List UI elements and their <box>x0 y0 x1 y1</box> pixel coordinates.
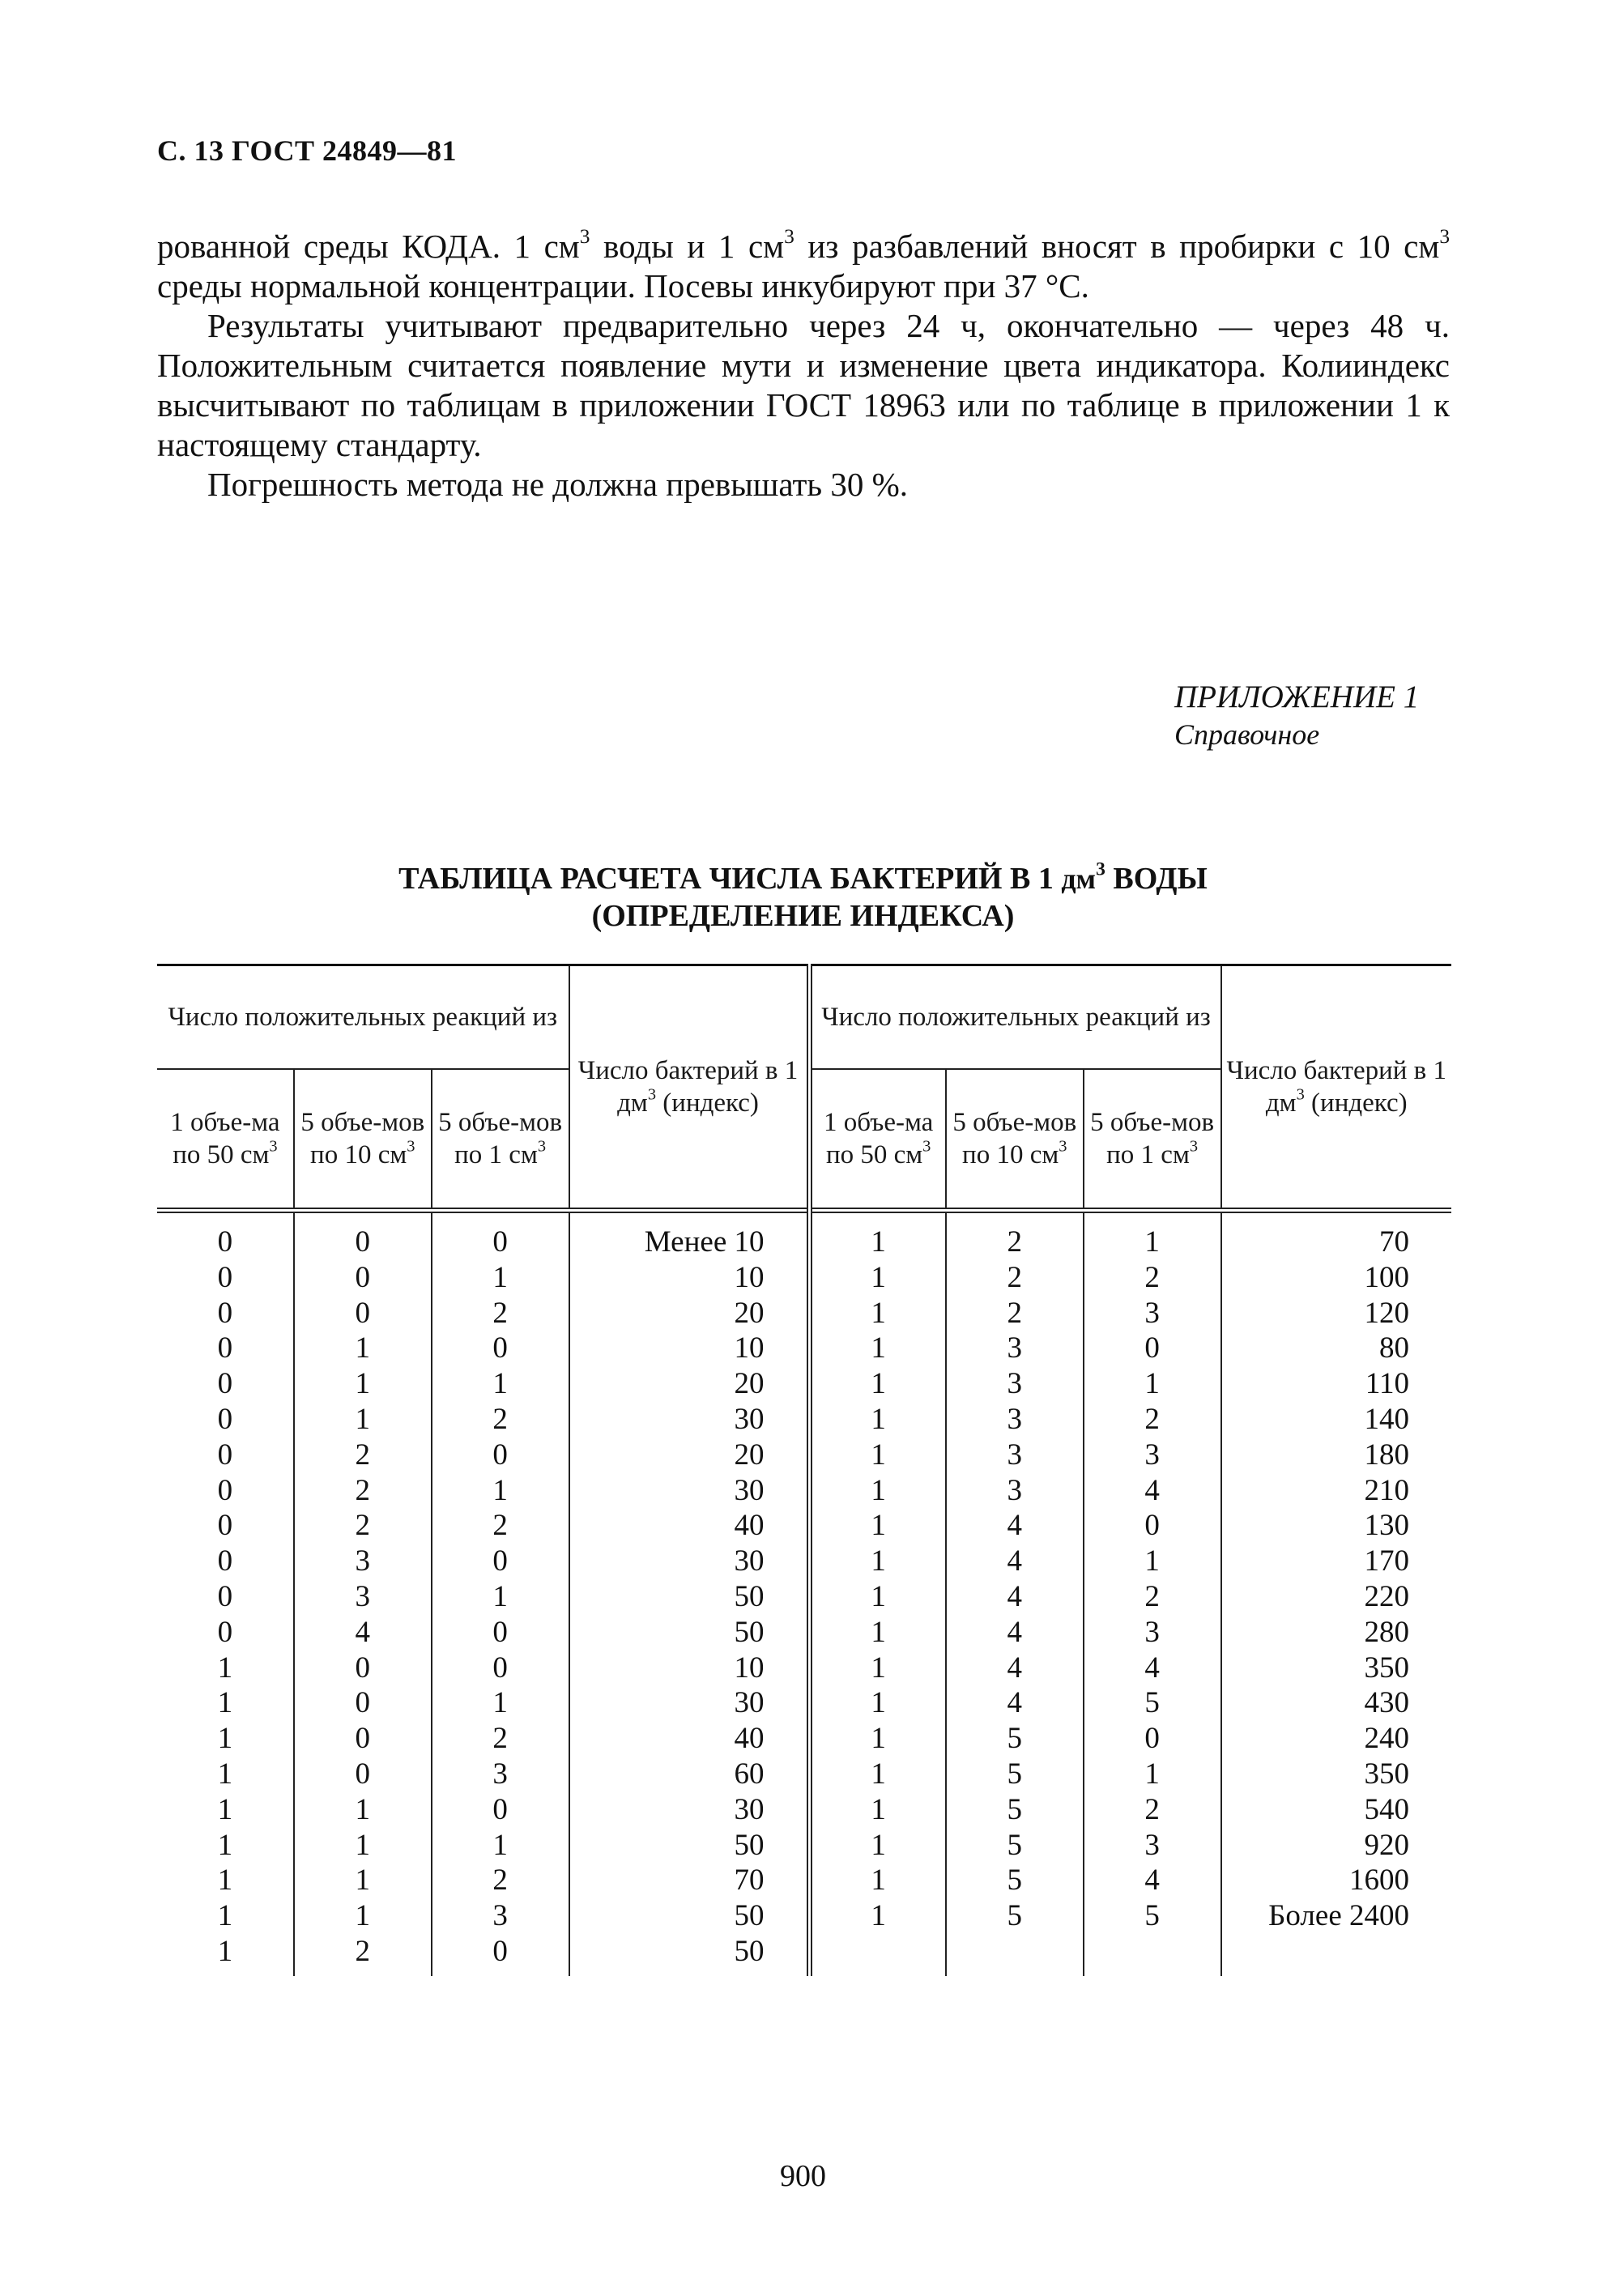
cell-right-1vol50: 1 <box>809 1402 946 1438</box>
cell-left-5vol10: 0 <box>294 1721 432 1757</box>
cell-right-5vol1: 0 <box>1084 1508 1221 1544</box>
header-col-1-volume-50: 1 объе-ма по 50 $см^3$ <box>170 1108 280 1169</box>
cell-right-1vol50: 1 <box>809 1828 946 1864</box>
cell-right-1vol50: 1 <box>809 1508 946 1544</box>
cell-right-index: 430 <box>1221 1685 1451 1721</box>
cell-right-1vol50: 1 <box>809 1685 946 1721</box>
cell-left-5vol10: 0 <box>294 1651 432 1686</box>
cell-right-index: 130 <box>1221 1508 1451 1544</box>
table-row <box>157 1296 1451 1331</box>
page-header: С. 13 ГОСТ 24849—81 <box>157 134 457 167</box>
header-col-5-volumes-1-right: 5 объе-мов по 1 $см^3$ <box>1084 1069 1221 1211</box>
cell-right-1vol50: 1 <box>809 1438 946 1473</box>
cell-left-1vol50: 0 <box>217 1438 233 1472</box>
cell-left-5vol1: 0 <box>432 1331 569 1366</box>
cell-left-5vol1: 2 <box>432 1402 569 1438</box>
cell-right-5vol10: 3 <box>946 1438 1084 1473</box>
cell-left-5vol10: 1 <box>294 1898 432 1934</box>
table-row <box>157 1898 1451 1934</box>
table-row <box>157 1863 1451 1898</box>
cell-left-index: 50 <box>569 1898 809 1934</box>
cell-left-index: 10 <box>569 1331 809 1366</box>
cell-right-5vol10: 4 <box>946 1544 1084 1579</box>
table-row <box>157 1579 1451 1615</box>
cell-right-5vol10: 5 <box>946 1898 1084 1934</box>
table-row <box>157 1828 1451 1864</box>
cell-left-5vol1: 1 <box>432 1473 569 1509</box>
cell-right-5vol1: 4 <box>1084 1863 1221 1898</box>
cell-right-5vol1: 2 <box>1084 1579 1221 1615</box>
cell-right-5vol10: 4 <box>946 1579 1084 1615</box>
cell-left-5vol10: 1 <box>294 1366 432 1402</box>
cell-right-index: Более 2400 <box>1221 1898 1451 1934</box>
cell-left-1vol50: 1 <box>217 1686 233 1720</box>
cell-left-index: 40 <box>569 1508 809 1544</box>
cell-left-5vol10: 0 <box>294 1260 432 1296</box>
cell-right-5vol10: 3 <box>946 1473 1084 1509</box>
cell-right-index: 220 <box>1221 1579 1451 1615</box>
cell-left-5vol10: 1 <box>294 1828 432 1864</box>
appendix-number: ПРИЛОЖЕНИЕ 1 <box>1174 679 1420 714</box>
table-row <box>157 1685 1451 1721</box>
cell-left-5vol1: 0 <box>432 1438 569 1473</box>
table-row <box>157 1544 1451 1579</box>
cell-right-5vol1: 2 <box>1084 1792 1221 1828</box>
cell-left-index: Менее 10 <box>569 1211 809 1260</box>
cell-left-index: 10 <box>569 1260 809 1296</box>
cell-left-1vol50: 1 <box>217 1651 233 1685</box>
cell-right-5vol1: 3 <box>1084 1828 1221 1864</box>
cell-left-1vol50: 0 <box>217 1579 233 1613</box>
cell-right-index: 170 <box>1221 1544 1451 1579</box>
cell-right-5vol10: 4 <box>946 1685 1084 1721</box>
paragraph-2: Результаты учитывают предварительно через 24 ч, окончательно — через 48 ч. Положительным считается появление мути и изменение цвета индикатора. Колииндекс высчитывают по таблицам в приложении ГОСТ 18963 или по таблице в приложении 1 к настоящему стандарту. <box>157 307 1450 463</box>
cell-right-5vol10: 5 <box>946 1863 1084 1898</box>
cell-right-5vol1: 1 <box>1084 1366 1221 1402</box>
cell-right-index: 180 <box>1221 1438 1451 1473</box>
cell-left-index: 70 <box>569 1863 809 1898</box>
table-row <box>157 1934 1451 1976</box>
table-row <box>157 1757 1451 1792</box>
cell-left-index: 50 <box>569 1615 809 1651</box>
table-row <box>157 1260 1451 1296</box>
cell-right-index: 120 <box>1221 1296 1451 1331</box>
cell-left-index: 60 <box>569 1757 809 1792</box>
cell-left-1vol50: 0 <box>217 1509 233 1543</box>
cell-left-1vol50: 0 <box>217 1296 233 1330</box>
cell-left-1vol50: 0 <box>157 1211 294 1260</box>
cell-left-index: 20 <box>569 1296 809 1331</box>
cell-left-5vol10: 3 <box>294 1579 432 1615</box>
cell-right-5vol1: 0 <box>1084 1721 1221 1757</box>
cell-left-5vol1: 3 <box>432 1898 569 1934</box>
cell-right-1vol50: 1 <box>809 1651 946 1686</box>
cell-left-5vol10: 2 <box>294 1438 432 1473</box>
cell-right-5vol1: 1 <box>1084 1544 1221 1579</box>
cell-right-5vol1 <box>1084 1934 1221 1976</box>
header-group-right: Число положительных реакций из <box>809 965 1221 1070</box>
cell-right-5vol1: 3 <box>1084 1438 1221 1473</box>
cell-right-5vol1: 1 <box>1084 1757 1221 1792</box>
cell-right-index: 1600 <box>1221 1863 1451 1898</box>
cell-left-1vol50: 1 <box>217 1934 233 1968</box>
index-table <box>157 964 1451 1976</box>
cell-left-5vol1: 3 <box>432 1757 569 1792</box>
cell-left-index: 50 <box>569 1828 809 1864</box>
cell-left-5vol10: 1 <box>294 1402 432 1438</box>
cell-right-5vol10 <box>946 1934 1084 1976</box>
cell-right-1vol50: 1 <box>809 1331 946 1366</box>
cell-right-1vol50: 1 <box>809 1211 946 1260</box>
cell-right-1vol50: 1 <box>809 1898 946 1934</box>
cell-right-5vol10: 4 <box>946 1651 1084 1686</box>
body-text <box>157 227 1450 505</box>
table-row <box>157 1438 1451 1473</box>
cell-right-index: 80 <box>1221 1331 1451 1366</box>
cell-right-1vol50: 1 <box>809 1366 946 1402</box>
cell-left-1vol50: 0 <box>217 1615 233 1649</box>
cell-right-5vol1: 3 <box>1084 1296 1221 1331</box>
cell-left-5vol1: 0 <box>432 1792 569 1828</box>
cell-left-5vol10: 2 <box>294 1473 432 1509</box>
cell-left-5vol1: 2 <box>432 1721 569 1757</box>
cell-left-5vol10: 1 <box>294 1863 432 1898</box>
cell-right-index: 140 <box>1221 1402 1451 1438</box>
table-row <box>157 1331 1451 1366</box>
cell-right-index: 100 <box>1221 1260 1451 1296</box>
cell-right-index: 70 <box>1221 1211 1451 1260</box>
cell-left-5vol1: 2 <box>432 1508 569 1544</box>
cell-left-5vol10: 0 <box>294 1685 432 1721</box>
cell-left-5vol1: 2 <box>432 1296 569 1331</box>
cell-right-5vol1: 1 <box>1084 1211 1221 1260</box>
cell-left-index: 20 <box>569 1438 809 1473</box>
cell-right-5vol1: 2 <box>1084 1402 1221 1438</box>
cell-left-5vol10: 0 <box>294 1296 432 1331</box>
cell-left-5vol10: 2 <box>294 1934 432 1976</box>
cell-left-5vol10: 2 <box>294 1508 432 1544</box>
cell-right-5vol1: 3 <box>1084 1615 1221 1651</box>
cell-left-5vol10: 0 <box>294 1757 432 1792</box>
cell-right-5vol10: 4 <box>946 1508 1084 1544</box>
paragraph-3: Погрешность метода не должна превышать 30 %. <box>207 466 909 503</box>
header-col-5-volumes-10-right: 5 объе-мов по 10 $см^3$ <box>946 1069 1084 1211</box>
cell-right-index: 350 <box>1221 1757 1451 1792</box>
cell-right-5vol10: 4 <box>946 1615 1084 1651</box>
cell-left-index: 30 <box>569 1473 809 1509</box>
cell-right-5vol10: 3 <box>946 1366 1084 1402</box>
cell-left-5vol1: 0 <box>432 1651 569 1686</box>
page-number: 900 <box>780 2159 826 2193</box>
cell-left-index: 40 <box>569 1721 809 1757</box>
cell-right-index: 280 <box>1221 1615 1451 1651</box>
cell-right-5vol10: 3 <box>946 1402 1084 1438</box>
cell-left-5vol1: 0 <box>432 1211 569 1260</box>
cell-right-index: 210 <box>1221 1473 1451 1509</box>
cell-left-index: 30 <box>569 1792 809 1828</box>
cell-left-5vol1: 1 <box>432 1828 569 1864</box>
cell-left-index: 30 <box>569 1685 809 1721</box>
cell-right-index <box>1221 1934 1451 1976</box>
appendix-label <box>1174 679 1419 753</box>
table-body <box>157 1211 1451 1976</box>
header-col-5-volumes-1: 5 объе-мов по 1 $см^3$ <box>432 1069 569 1211</box>
cell-left-index: 30 <box>569 1544 809 1579</box>
table-row <box>157 1615 1451 1651</box>
table-row <box>157 1651 1451 1686</box>
cell-right-1vol50: 1 <box>809 1863 946 1898</box>
cell-right-1vol50 <box>809 1934 946 1976</box>
header-col-1-volume-50-right: 1 объе-ма по 50 $см^3$ <box>809 1069 946 1211</box>
header-col-5-volumes-10: 5 объе-мов по 10 $см^3$ <box>294 1069 432 1211</box>
cell-right-1vol50: 1 <box>809 1792 946 1828</box>
cell-right-1vol50: 1 <box>809 1260 946 1296</box>
cell-right-index: 540 <box>1221 1792 1451 1828</box>
table-row <box>157 1402 1451 1438</box>
cell-left-1vol50: 1 <box>217 1899 233 1933</box>
cell-right-5vol10: 3 <box>946 1331 1084 1366</box>
cell-right-5vol1: 0 <box>1084 1331 1221 1366</box>
cell-right-index: 110 <box>1221 1366 1451 1402</box>
table-row <box>157 1473 1451 1509</box>
header-group-left: Число положительных реакций из <box>157 965 569 1070</box>
cell-left-5vol10: 1 <box>294 1792 432 1828</box>
cell-left-1vol50: 1 <box>217 1792 233 1826</box>
header-bacteria-left: Число бактерий в 1 $дм^3$ (индекс) <box>569 965 809 1211</box>
cell-left-5vol1: 1 <box>432 1260 569 1296</box>
cell-right-index: 920 <box>1221 1828 1451 1864</box>
cell-right-5vol1: 4 <box>1084 1651 1221 1686</box>
cell-left-5vol1: 1 <box>432 1579 569 1615</box>
cell-right-1vol50: 1 <box>809 1544 946 1579</box>
cell-left-index: 20 <box>569 1366 809 1402</box>
cell-left-5vol10: 4 <box>294 1615 432 1651</box>
cell-right-5vol10: 2 <box>946 1211 1084 1260</box>
cell-left-1vol50: 0 <box>217 1260 233 1294</box>
cell-right-5vol1: 5 <box>1084 1898 1221 1934</box>
cell-right-5vol1: 4 <box>1084 1473 1221 1509</box>
table-row <box>157 1211 1451 1260</box>
cell-right-5vol10: 5 <box>946 1721 1084 1757</box>
cell-left-5vol1: 0 <box>432 1615 569 1651</box>
cell-left-5vol1: 0 <box>432 1544 569 1579</box>
cell-left-index: 30 <box>569 1402 809 1438</box>
cell-left-index: 50 <box>569 1934 809 1976</box>
cell-right-5vol10: 5 <box>946 1792 1084 1828</box>
cell-left-1vol50: 0 <box>217 1473 233 1507</box>
cell-right-5vol10: 5 <box>946 1757 1084 1792</box>
cell-right-index: 240 <box>1221 1721 1451 1757</box>
cell-right-1vol50: 1 <box>809 1757 946 1792</box>
cell-left-index: 50 <box>569 1579 809 1615</box>
paragraph-1: рованной среды КОДА. 1 $см^3$ воды и 1 $см^3$ из разбавлений вносят в пробирки с 10 $см^3$ среды нормальной концентрации. Посевы инкубируют при 37 °С. <box>157 225 1451 305</box>
cell-left-1vol50: 0 <box>217 1402 233 1436</box>
table-row <box>157 1792 1451 1828</box>
cell-left-1vol50: 1 <box>217 1722 233 1756</box>
cell-right-5vol10: 5 <box>946 1828 1084 1864</box>
table-row <box>157 1366 1451 1402</box>
cell-right-1vol50: 1 <box>809 1473 946 1509</box>
cell-left-1vol50: 1 <box>217 1757 233 1791</box>
table-row <box>157 1721 1451 1757</box>
cell-right-5vol10: 2 <box>946 1296 1084 1331</box>
cell-left-5vol10: 3 <box>294 1544 432 1579</box>
cell-right-1vol50: 1 <box>809 1615 946 1651</box>
cell-right-1vol50: 1 <box>809 1579 946 1615</box>
cell-right-5vol10: 2 <box>946 1260 1084 1296</box>
cell-left-5vol1: 2 <box>432 1863 569 1898</box>
cell-left-1vol50: 0 <box>217 1367 233 1401</box>
cell-left-1vol50: 1 <box>217 1864 233 1898</box>
cell-left-5vol10: 0 <box>294 1211 432 1260</box>
cell-right-1vol50: 1 <box>809 1296 946 1331</box>
cell-left-5vol1: 0 <box>432 1934 569 1976</box>
header-bacteria-right: Число бактерий в 1 $дм^3$ (индекс) <box>1221 965 1451 1211</box>
cell-right-5vol1: 2 <box>1084 1260 1221 1296</box>
table-row <box>157 1508 1451 1544</box>
cell-left-1vol50: 0 <box>217 1331 233 1365</box>
cell-left-index: 10 <box>569 1651 809 1686</box>
cell-right-1vol50: 1 <box>809 1721 946 1757</box>
appendix-type: Справочное <box>1174 718 1320 751</box>
table-title: ТАБЛИЦА РАСЧЕТА ЧИСЛА БАКТЕРИЙ В 1 $дм^3$ ВОДЫ (ОПРЕДЕЛЕНИЕ ИНДЕКСА) <box>398 858 1208 933</box>
cell-left-5vol1: 1 <box>432 1366 569 1402</box>
cell-left-1vol50: 0 <box>217 1544 233 1578</box>
cell-left-5vol1: 1 <box>432 1685 569 1721</box>
cell-left-5vol10: 1 <box>294 1331 432 1366</box>
cell-left-1vol50: 1 <box>217 1828 233 1862</box>
cell-right-5vol1: 5 <box>1084 1685 1221 1721</box>
cell-right-index: 350 <box>1221 1651 1451 1686</box>
